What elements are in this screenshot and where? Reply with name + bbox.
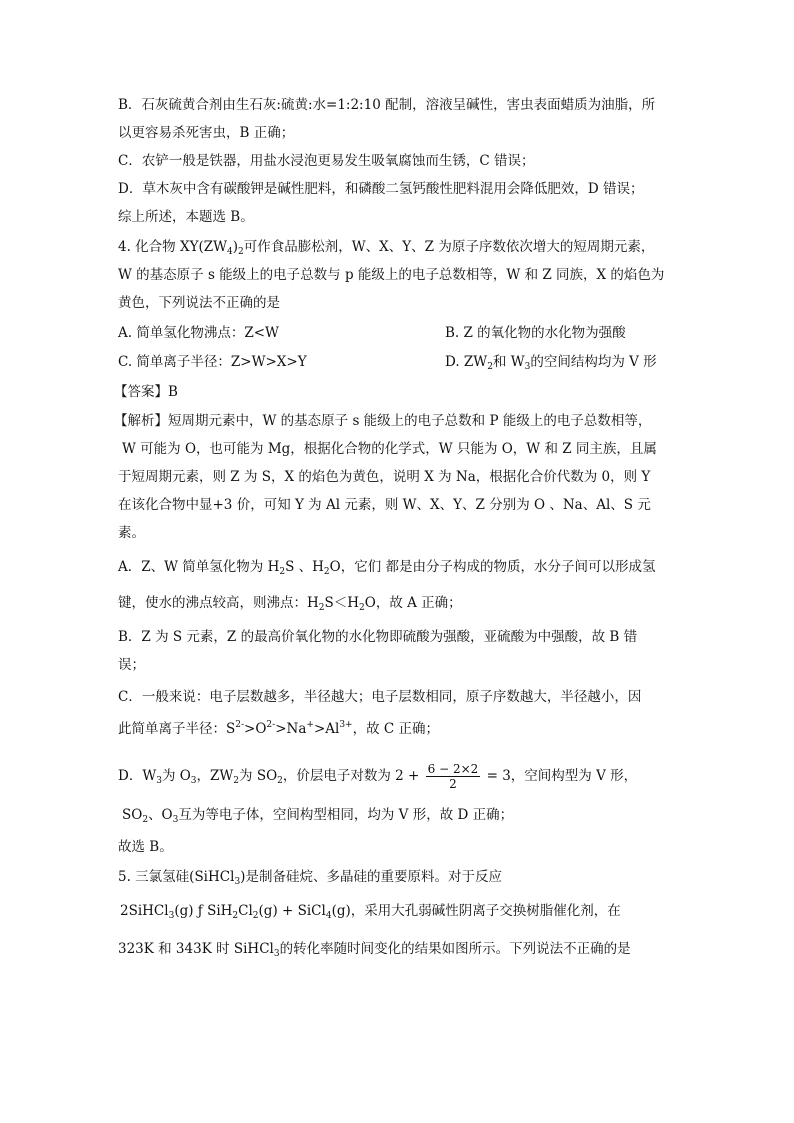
option-a: A. 简单氢化物沸点：Z<W <box>118 325 279 341</box>
question-5-stem: 5. 三氯氢硅(SiHCl$_3$)是制备硅烷、多晶硅的重要原料。对于反应 <box>118 869 502 887</box>
text-line: 黄色，下列说法不正确的是 <box>118 295 280 311</box>
text-line: 素。 <box>118 525 145 541</box>
reaction-equation: 2SiHCl$_3$(g) ƒ $SiH_2Cl_2(g)$ + SiCl$_4$(g)，采用大孔弱碱性阴离子交换树脂催化剂，在 <box>120 903 621 921</box>
option-c: C. 简单离子半径：Z>W>X>Y <box>118 354 307 370</box>
text-line: 综上所述，本题选 B。 <box>118 209 254 225</box>
text-line: 于短周期元素，则 Z 为 S，X 的焰色为黄色，说明 X 为 Na，根据化合价代数为 0，则 Y <box>118 469 651 485</box>
analysis-label: 【解析】 <box>114 413 168 429</box>
option-b: B. Z 的氧化物的水化物为强酸 <box>445 325 626 341</box>
answer-line: 【答案】B <box>114 384 178 400</box>
text-line: W 可能为 O，也可能为 Mg，根据化合物的化学式，W 只能为 O，W 和 Z 同主族，且属 <box>122 441 657 457</box>
fraction: $\frac{6 - 2\times 2}{2}$ <box>427 762 479 791</box>
text-line: 323K 和 343K 时 SiHCl$_3$的转化率随时间变化的结果如图所示。下列说法不正确的是 <box>118 941 631 959</box>
text-line: C．一般来说：电子层数越多，半径越大；电子层数相同，原子序数越大，半径越小，因 <box>118 689 642 705</box>
analysis-line: 【解析】短周期元素中，W 的基态原子 s 能级上的电子总数和 P 能级上的电子总数相等， <box>114 413 652 429</box>
text-line: 在该化合物中显+3 价，可知 Y 为 Al 元素，则 W、X、Y、Z 分别为 O 、Na、Al、S 元 <box>118 497 651 513</box>
text-line: 以更容易杀死害虫，B 正确； <box>118 125 295 141</box>
question-4-stem: 4. 化合物 $XY(ZW_4)_2$可作食品膨松剂，W、X、Y、Z 为原子序数依次增大的短周期元素， <box>118 239 655 257</box>
text-line: B．石灰硫黄合剂由生石灰:硫黄:水=1:2:10 配制，溶液呈碱性，害虫表面蜡质为油脂，所 <box>118 97 656 113</box>
text-line: 误； <box>118 657 145 673</box>
options-row-2 <box>118 353 678 371</box>
text-line: 键，使水的沸点较高，则沸点：$H_2S<H_2O$，故 A 正确； <box>118 595 462 613</box>
text-line: C．农铲一般是铁器，用盐水浸泡更易发生吸氧腐蚀而生锈，C 错误； <box>118 153 535 169</box>
text-line: D．$W_3$为 $O_3$，$ZW_2$为 $SO_2$，价层电子对数为 2 + $\frac{6 - 2\times 2}{2}$ = 3，空间构型为 V 形， <box>118 762 638 791</box>
options-row-1 <box>118 324 678 342</box>
text-line: $SO_2$、$O_3$互为等电子体，空间构型相同，均为 V 形，故 D 正确； <box>122 807 514 825</box>
text-line: B．Z 为 S 元素，Z 的最高价氧化物的水化物即硫酸为强酸，亚硫酸为中强酸，故 B 错 <box>118 629 638 645</box>
option-d: D. $ZW_2$和 $W_3$的空间结构均为 V 形 <box>445 354 657 372</box>
text-line: 此简单离子半径：$S^{2-}>O^{2-}>Na^+>Al^{3+}$，故 C 正确； <box>118 720 440 737</box>
text-line: 故选 B。 <box>118 839 173 855</box>
text-line: W 的基态原子 s 能级上的电子总数与 p 能级上的电子总数相等，W 和 Z 同族，X 的焰色为 <box>118 267 665 283</box>
text-line: A．Z、W 简单氢化物为 $H_2S$ 、$H_2O$，它们 都是由分子构成的物质，水分子间可以形成氢 <box>118 559 656 577</box>
text-line: D．草木灰中含有碳酸钾是碱性肥料，和磷酸二氢钙酸性肥料混用会降低肥效，D 错误； <box>118 181 644 197</box>
